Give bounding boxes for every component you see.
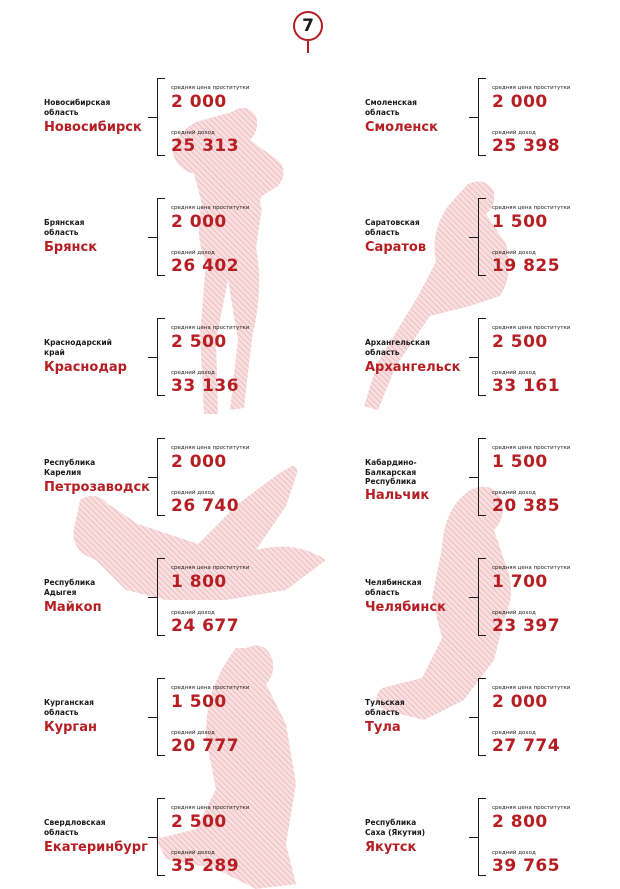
city-name: Краснодар (44, 360, 127, 375)
page-number-stem (307, 41, 309, 53)
region-name: Челябинская область (365, 578, 422, 597)
income-value: 23 397 (492, 616, 561, 636)
income-label: средний доход (171, 850, 215, 856)
income-value: 26 740 (171, 496, 240, 516)
bracket (157, 798, 165, 876)
city-entry-kurgan (44, 678, 274, 762)
price-value: 2 800 (492, 812, 548, 832)
income-label: средний доход (492, 370, 536, 376)
income-label: средний доход (492, 610, 536, 616)
bracket-tick (148, 117, 157, 118)
price-value: 2 500 (171, 812, 227, 832)
page-number: 7 (302, 16, 314, 36)
region-name: Республика Саха (Якутия) (365, 818, 426, 837)
income-label: средний доход (492, 850, 536, 856)
city-name: Якутск (365, 840, 417, 855)
price-label: средняя цена проститутки (492, 685, 571, 691)
city-name: Екатеринбург (44, 840, 148, 855)
city-name: Курган (44, 720, 97, 735)
city-entry-chelyabinsk (365, 558, 595, 642)
city-entry-bryansk (44, 198, 274, 282)
income-value: 25 398 (492, 136, 561, 156)
income-label: средний доход (171, 130, 215, 136)
bracket (157, 558, 165, 636)
price-label: средняя цена проститутки (492, 805, 571, 811)
price-value: 2 000 (171, 92, 227, 112)
region-name: Республика Карелия (44, 458, 96, 477)
income-label: средний доход (171, 490, 215, 496)
region-name: Тульская область (365, 698, 405, 717)
city-name: Архангельск (365, 360, 461, 375)
income-value: 27 774 (492, 736, 561, 756)
region-name: Республика Адыгея (44, 578, 96, 597)
bracket-tick (469, 357, 478, 358)
price-label: средняя цена проститутки (171, 205, 250, 211)
bracket-tick (469, 237, 478, 238)
income-value: 19 825 (492, 256, 561, 276)
income-label: средний доход (171, 730, 215, 736)
city-entry-novosibirsk (44, 78, 274, 162)
income-label: средний доход (492, 730, 536, 736)
price-label: средняя цена проститутки (171, 445, 250, 451)
income-value: 33 136 (171, 376, 240, 396)
city-entry-petrozavodsk (44, 438, 274, 522)
bracket (478, 78, 486, 156)
city-name: Майкоп (44, 600, 102, 615)
price-value: 2 000 (171, 212, 227, 232)
price-label: средняя цена проститутки (171, 565, 250, 571)
city-name: Смоленск (365, 120, 438, 135)
city-entry-ekaterinburg (44, 798, 274, 882)
income-label: средний доход (492, 250, 536, 256)
bracket-tick (469, 717, 478, 718)
city-entry-krasnodar (44, 318, 274, 402)
page-number-badge (293, 11, 323, 41)
bracket (478, 798, 486, 876)
price-label: средняя цена проститутки (171, 685, 250, 691)
income-label: средний доход (492, 490, 536, 496)
bracket (157, 678, 165, 756)
price-value: 2 500 (171, 332, 227, 352)
region-name: Саратовская область (365, 218, 420, 237)
region-name: Брянская область (44, 218, 85, 237)
price-value: 1 500 (492, 452, 548, 472)
price-label: средняя цена проститутки (171, 325, 250, 331)
price-value: 1 700 (492, 572, 548, 592)
region-name: Курганская область (44, 698, 94, 717)
city-name: Саратов (365, 240, 427, 255)
bracket-tick (469, 477, 478, 478)
region-name: Краснодарский край (44, 338, 112, 357)
bracket (478, 678, 486, 756)
bracket-tick (148, 837, 157, 838)
region-name: Архангельская область (365, 338, 430, 357)
bracket (157, 438, 165, 516)
income-label: средний доход (171, 250, 215, 256)
income-value: 26 402 (171, 256, 240, 276)
region-name: Смоленская область (365, 98, 417, 117)
income-value: 35 289 (171, 856, 240, 876)
city-entry-smolensk (365, 78, 595, 162)
city-name: Нальчик (365, 488, 430, 503)
bracket-tick (469, 597, 478, 598)
region-name: Кабардино- Балкарская Республика (365, 458, 417, 486)
bracket-tick (148, 717, 157, 718)
price-label: средняя цена проститутки (171, 85, 250, 91)
region-name: Свердловская область (44, 818, 106, 837)
income-value: 25 313 (171, 136, 240, 156)
price-value: 1 800 (171, 572, 227, 592)
bracket (478, 558, 486, 636)
income-label: средний доход (492, 130, 536, 136)
city-entry-arkhangelsk (365, 318, 595, 402)
price-value: 2 000 (492, 692, 548, 712)
price-label: средняя цена проститутки (492, 205, 571, 211)
price-value: 1 500 (171, 692, 227, 712)
bracket-tick (148, 357, 157, 358)
income-label: средний доход (171, 610, 215, 616)
income-label: средний доход (171, 370, 215, 376)
price-label: средняя цена проститутки (492, 565, 571, 571)
city-name: Брянск (44, 240, 98, 255)
city-entry-tula (365, 678, 595, 762)
region-name: Новосибирская область (44, 98, 111, 117)
price-label: средняя цена проститутки (492, 325, 571, 331)
city-entry-nalchik (365, 438, 595, 522)
bracket (478, 438, 486, 516)
city-name: Петрозаводск (44, 480, 150, 495)
city-name: Новосибирск (44, 120, 142, 135)
bracket-tick (469, 837, 478, 838)
city-entry-maykop (44, 558, 274, 642)
city-entry-saratov (365, 198, 595, 282)
city-entry-yakutsk (365, 798, 595, 882)
bracket-tick (148, 237, 157, 238)
income-value: 39 765 (492, 856, 561, 876)
bracket (157, 78, 165, 156)
price-label: средняя цена проститутки (492, 85, 571, 91)
city-name: Тула (365, 720, 401, 735)
price-value: 2 500 (492, 332, 548, 352)
bracket (478, 198, 486, 276)
income-value: 20 777 (171, 736, 240, 756)
price-label: средняя цена проститутки (171, 805, 250, 811)
price-value: 1 500 (492, 212, 548, 232)
price-value: 2 000 (171, 452, 227, 472)
price-value: 2 000 (492, 92, 548, 112)
bracket-tick (469, 117, 478, 118)
bracket-tick (148, 477, 157, 478)
price-label: средняя цена проститутки (492, 445, 571, 451)
bracket-tick (148, 597, 157, 598)
bracket (157, 198, 165, 276)
bracket (478, 318, 486, 396)
income-value: 33 161 (492, 376, 561, 396)
income-value: 20 385 (492, 496, 561, 516)
income-value: 24 677 (171, 616, 240, 636)
bracket (157, 318, 165, 396)
city-name: Челябинск (365, 600, 446, 615)
